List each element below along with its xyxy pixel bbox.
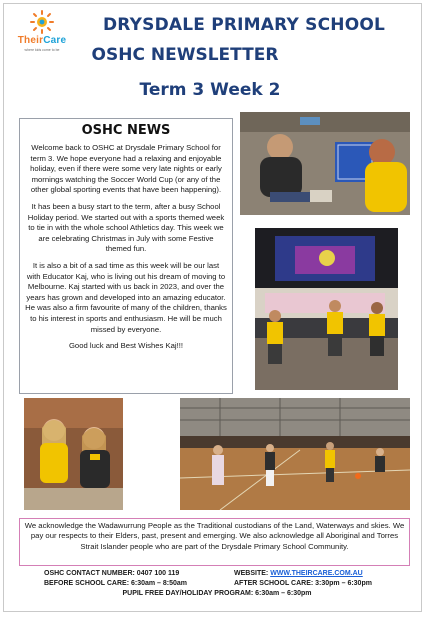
news-paragraph-busy-start: It has been a busy start to the term, after a busy School Holiday period. We started out with a sports themed week to tie in with the whole school Athletics day. This week we are celebrating Christmas in July with some Festive themed fun. — [27, 201, 225, 254]
logo-tagline: where kids come to be — [24, 48, 60, 52]
newsletter-subtitle-term: Term 3 Week 2 — [139, 80, 281, 100]
acknowledgement-of-country — [19, 518, 410, 566]
logo-word-care: Care — [43, 35, 67, 46]
sun-logo-icon — [30, 10, 54, 34]
newsletter-title-oshc: OSHC NEWSLETTER — [91, 45, 279, 65]
news-paragraph-welcome: Welcome back to OSHC at Drysdale Primary School for term 3. We hope everyone had a relaxing and enjoyable holiday, even if there were some very late nights or early mornings watching the Soccer World Cup (or any of the other global sporting events that have been happening). — [30, 143, 222, 195]
logo-wordmark — [12, 35, 72, 46]
contact-number: OSHC CONTACT NUMBER: 0407 100 119 — [44, 570, 180, 577]
photo-two-children — [24, 398, 123, 510]
logo-word-their: Their — [17, 35, 44, 46]
news-heading: OSHC NEWS — [81, 123, 171, 138]
acknowledgement-text: We acknowledge the Wadawurrung People as the Traditional custodians of the Land, Waterways and skies. We pay our respects to their Elders, past, present and emerging. We also acknowledge all Aboriginal and Torres Strait Islander people who are part of the Drysdale Primary School Community. — [24, 521, 405, 551]
website-info — [234, 570, 363, 577]
photo-kids-dancing — [255, 228, 398, 390]
oshc-news-box — [19, 118, 233, 394]
news-paragraph-farewell: It is also a bit of a sad time as this week will be our last with Educator Kaj, who is living out his dream of moving to Melbourne. Kaj started with us back in 2023, and over the years has grown and developed into an amazing educator. He was also a firm favourite of many of the children, thanks to his interest in sports and enthusiasm. He will be much missed by everyone. — [25, 260, 227, 334]
website-label: WEBSITE: — [234, 570, 269, 577]
photo-gym-activity — [180, 398, 410, 510]
footer-info — [24, 570, 410, 600]
website-link[interactable]: WWW.THEIRCARE.COM.AU — [270, 570, 363, 577]
pupil-free-day-hours: PUPIL FREE DAY/HOLIDAY PROGRAM: 6:30am – 6:30pm — [122, 590, 312, 597]
before-school-care-hours: BEFORE SCHOOL CARE: 6:30am – 8:50am — [44, 580, 188, 587]
newsletter-title-school: DRYSDALE PRIMARY SCHOOL — [102, 15, 386, 35]
photo-kids-board-game — [240, 112, 410, 215]
after-school-care-hours: AFTER SCHOOL CARE: 3:30pm – 6:30pm — [234, 580, 372, 587]
news-paragraph-best-wishes: Good luck and Best Wishes Kaj!!! — [68, 341, 184, 351]
theircare-logo — [12, 10, 72, 58]
